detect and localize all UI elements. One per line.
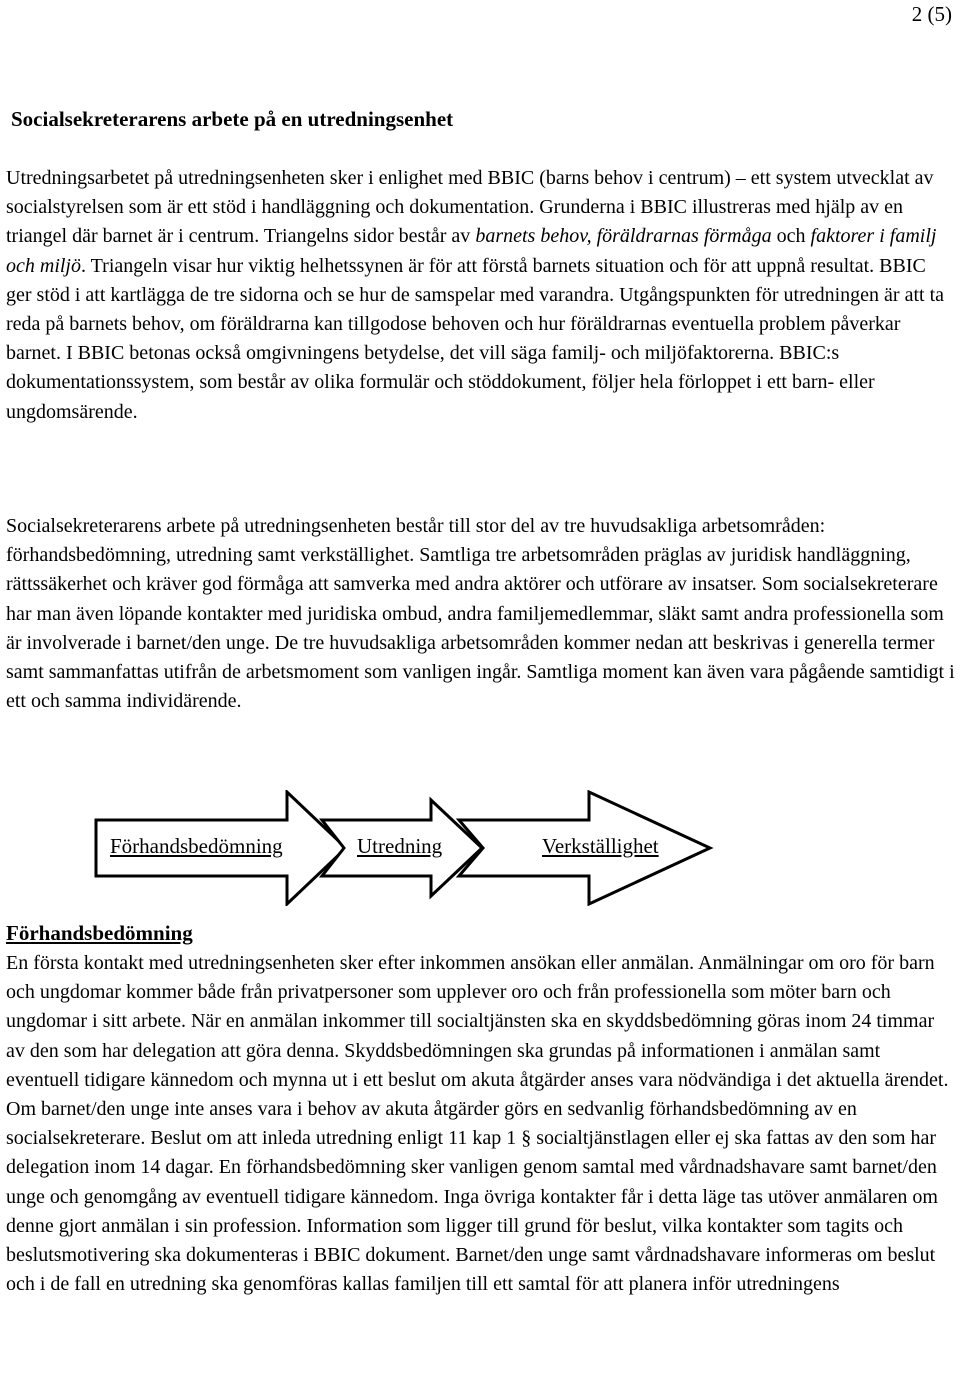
intro-text-start: Utredningsarbetet på utredningsenheten sker i enlighet med BBIC (barns behov i centrum) – ett system utvecklat av socialstyrelsen som är ett stöd i handläggning och dokumentation. Grunderna i BBIC illustreras med hjälp av en triangel där barnet är i centrum. Triangelns sidor består av — [6, 167, 934, 248]
intro-text-end: . Triangeln visar hur viktig helhetssynen är för att förstå barnets situation och för att uppnå resultat. BBIC ger stöd i att kartlägga de tre sidorna och se hur de samspelar med varandra. Utgångspunkten för utredningen är att ta reda på barnets behov, om föräldrarna kan tillgodose behoven och hur föräldrarnas eventuella problem påverkar barnet. I BBIC betonas också omgivningens betydelse, det vill säga familj- och miljöfaktorerna. BBIC:s dokumentationssystem, som består av olika formulär och stöddokument, följer hela förloppet i ett barn- eller ungdomsärende. — [6, 254, 945, 423]
process-flow-diagram — [94, 790, 714, 906]
page-number: 2 (5) — [911, 2, 952, 26]
intro-emphasis-family-factors: faktorer i familj och miljö — [6, 225, 937, 277]
flow-step-label-utredning: Utredning — [357, 834, 443, 858]
intro-emphasis-separator-2: och — [771, 225, 811, 248]
document-heading: Socialsekreterarens arbete på en utredningsenhet — [11, 107, 454, 131]
intro-emphasis-separator-1: , — [586, 225, 597, 248]
flow-step-label-verkstallighet: Verkställighet — [542, 834, 659, 858]
work-areas-paragraph: Socialsekreterarens arbete på utredningsenheten består till stor del av tre huvudsakliga arbetsområden: förhandsbedömning, utredning samt verkställighet. Samtliga tre arbetsområden präglas av juridisk handläggning, rättssäkerhet och kräver god förmåga att samverka med andra aktörer och utförare av insatser. Som socialsekreterare har man även löpande kontakter med juridiska ombud, andra familjemedlemmar, släkt samt andra professionella som är involverade i barnet/den unge. De tre huvudsakliga arbetsområden kommer nedan att beskrivas i generella termer samt sammanfattas utifrån de arbetsmoment som vanligen ingår. Samtliga moment kan även vara pågående samtidigt i ett och samma individärende. — [6, 515, 955, 713]
section-heading-forhandsbedomning: Förhandsbedömning — [6, 921, 193, 945]
flow-step-label-forhandsbedomning: Förhandsbedömning — [110, 834, 283, 858]
section-body-forhandsbedomning: En första kontakt med utredningsenheten sker efter inkommen ansökan eller anmälan. Anmälningar om oro för barn och ungdomar kommer både från privatpersoner som upplever oro och från professionella som möter barn och ungdomar i sitt arbete. När en anmälan inkommer till socialtjänsten ska en skyddsbedömning göras inom 24 timmar av den som har delegation att göra denna. Skyddsbedömningen ska grundas på informationen i anmälan samt eventuell tidigare kännedom och mynna ut i ett beslut om akuta åtgärder anses vara nödvändiga i det aktuella ärendet. Om barnet/den unge inte anses vara i behov av akuta åtgärder görs en sedvanlig förhandsbedömning av en socialsekreterare. Beslut om att inleda utredning enligt 11 kap 1 § socialtjänstlagen eller ej ska fattas av den som har delegation inom 14 dagar. En förhandsbedömning sker vanligen genom samtal med vårdnadshavare samt barnet/den unge och genomgång av eventuell tidigare kännedom. Inga övriga kontakter får i detta läge tas utöver anmälaren om denne gjort anmälan i sin profession. Information som ligger till grund för beslut, vilka kontakter som tagits och beslutsmotivering ska dokumenteras i BBIC dokument. Barnet/den unge samt vårdnadshavare informeras om beslut och i de fall en utredning ska genomföras kallas familjen till ett samtal för att planera inför utredningens — [6, 952, 949, 1296]
intro-emphasis-child-needs: barnets behov — [475, 225, 587, 248]
intro-emphasis-parent-ability: föräldrarnas förmåga — [596, 225, 772, 248]
intro-paragraph — [6, 164, 956, 427]
